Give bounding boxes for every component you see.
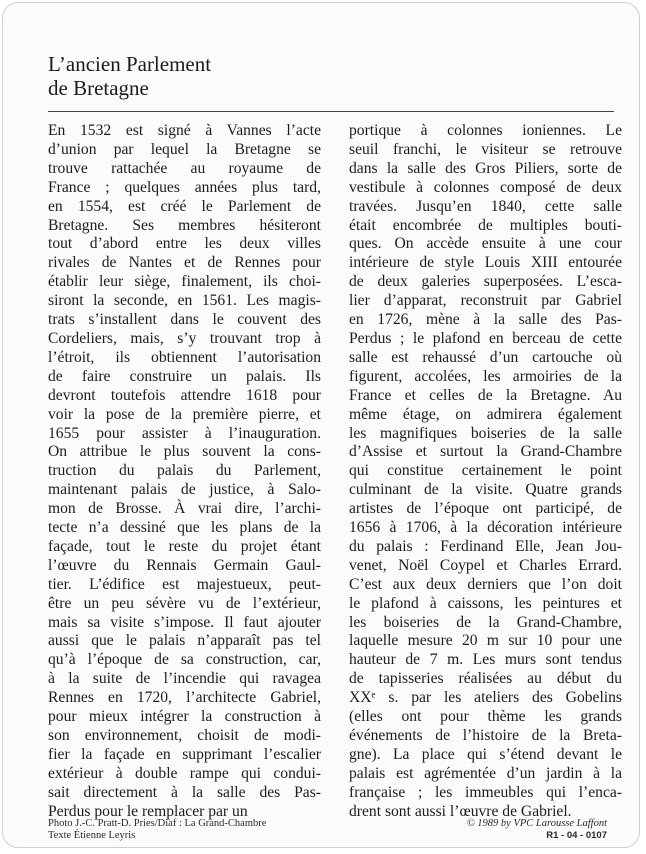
text-line: extérieur à double rampe qui condui- [48,764,321,782]
text-line: était encombrée de multiples bouti- [349,216,622,234]
text-line: seuil franchi, le visiteur se retrouve [349,140,622,158]
text-line: façade, tout le reste du projet étant [48,537,321,555]
text-line: artistes de l’époque ont participé, de [349,500,622,518]
text-line: truction du palais du Parlement, [48,462,321,480]
text-line: l’œuvre du Rennais Germain Gaul- [48,556,321,574]
text-line: être un peu sévère vu de l’extérieur, [48,594,321,612]
text-line: d’union par lequel la Bretagne se [48,140,321,158]
text-line: maintenant palais de justice, à Salo- [48,481,321,499]
text-line: rivales de Nantes et de Rennes pour [48,254,321,272]
text-line: pour mieux intégrer la construction à [48,708,321,726]
text-line: lier d’apparat, reconstruit par Gabriel [349,292,622,310]
text-line: tier. L’édifice est majestueux, peut- [48,575,321,593]
text-line: qui constitue certainement le point [349,462,622,480]
text-line: intérieure de style Louis XIII entourée [349,254,622,272]
text-line: le plafond à caissons, les peintures et [349,594,622,612]
text-line: Perdus pour le remplacer par un [48,802,248,820]
text-line: 1655 pour assister à l’inauguration. [48,424,321,442]
text-line: Rennes en 1720, l’architecte Gabriel, [48,689,321,707]
title-line-1: L’ancien Parlement [48,52,212,76]
text-line: d’Assise et surtout la Grand-Chambre [349,443,622,461]
text-line: venet, Noël Coypel et Charles Errard. [349,556,622,574]
title-line-2: de Bretagne [48,76,149,100]
text-line: du palais : Ferdinand Elle, Jean Jou- [349,537,622,555]
text-line: mais sa visite s’impose. Il faut ajouter [48,613,321,631]
text-line: française ; les immeubles qui l’enca- [349,783,622,801]
text-line: l’étroit, ils obtiennent l’autorisation [48,348,321,366]
text-line: mon de Brosse. À vrai dire, l’archi- [48,500,321,518]
credits [48,818,266,842]
body-column-left [48,122,321,822]
text-line: trouve rattachée au royaume de [48,159,321,177]
text-line: 1656 à 1706, à la décoration intérieure [349,519,622,537]
text-line: qu’à l’époque de sa construction, car, [48,651,321,669]
text-line: XXᵉ s. par les ateliers des Gobelins [349,689,622,707]
page-title [48,52,568,100]
text-line: fier la façade en supprimant l’escalier [48,745,321,763]
text-line: tout d’abord entre les deux villes [48,235,321,253]
text-line: laquelle mesure 20 m sur 10 pour une [349,632,622,650]
body-column-right [349,122,622,822]
text-line: en 1554, est créé le Parlement de [48,197,321,215]
text-line: siront la seconde, en 1561. Les magis- [48,292,321,310]
text-line: événements de l’histoire de la Breta- [349,727,622,744]
text-line: établir leur siège, finalement, ils choi- [48,273,321,291]
text-line: palais est agrémentée d’un jardin à la [349,764,622,782]
text-line: en 1726, mène à la salle des Pas- [349,311,622,329]
fact-card [2,2,640,848]
text-line: portique à colonnes ioniennes. Le [349,122,622,139]
photo-credit: Photo J.-C. Pratt-D. Pries/Diaf : La Grand-Chambre [48,818,267,829]
copyright-notice: © 1989 by VPC Larousse Laffont [466,818,607,829]
text-line: aussi que le palais n’apparaît pas tel [48,632,321,650]
text-line: de tapisseries réalisées au début du [349,670,622,688]
text-line: France et celles de la Bretagne. Au [349,386,622,404]
text-line: On attribue le plus souvent la cons- [48,443,321,461]
text-line: dans la salle des Gros Piliers, sorte de [349,159,622,177]
text-line: son environnement, choisit de modi- [48,727,321,744]
text-line: devront toutefois attendre 1618 pour [48,386,321,404]
text-line: gne). La place qui s’étend devant le [349,745,622,763]
text-line: sait directement à la salle des Pas- [48,783,321,801]
text-line: les boiseries de la Grand-Chambre, [349,613,622,631]
text-line: (elles ont pour thème les grands [349,708,622,726]
text-line: figurent, accolées, les armoiries de la [349,367,622,385]
text-line: En 1532 est signé à Vannes l’acte [48,122,321,139]
publisher-info [467,818,607,842]
text-line: Cordeliers, mais, s’y trouvant trop à [48,329,321,347]
text-line: France ; quelques années plus tard, [48,178,321,196]
text-credit: Texte Étienne Leyris [48,830,136,841]
text-line: Bretagne. Ses membres hésiteront [48,216,321,234]
text-line: hauteur de 7 m. Les murs sont tendus [349,651,622,669]
title-divider [48,111,614,112]
text-line: voir la pose de la première pierre, et [48,405,321,423]
text-line: vestibule à colonnes composé de deux [349,178,622,196]
text-line: C’est aux deux derniers que l’on doit [349,575,622,593]
text-line: de deux galeries superposées. L’esca- [349,273,622,291]
text-line: les magnifiques boiseries de la salle [349,424,622,442]
text-line: culminant de la visite. Quatre grands [349,481,622,499]
text-line: salle est rehaussé d’un cartouche où [349,348,622,366]
text-line: ques. On accède ensuite à une cour [349,235,622,253]
text-line: tecte n’a dessiné que les plans de la [48,519,321,537]
text-line: même étage, on admirera également [349,405,622,423]
text-line: drent sont aussi l’œuvre de Gabriel. [349,802,572,820]
text-line: trats s’installent dans le couvent des [48,311,321,329]
text-line: Perdus ; le plafond en berceau de cette [349,329,622,347]
text-line: de faire construire un palais. Ils [48,367,321,385]
text-line: travées. Jusqu’en 1840, cette salle [349,197,622,215]
reference-code: R1 - 04 - 0107 [546,830,607,841]
text-line: à la suite de l’incendie qui ravagea [48,670,321,688]
